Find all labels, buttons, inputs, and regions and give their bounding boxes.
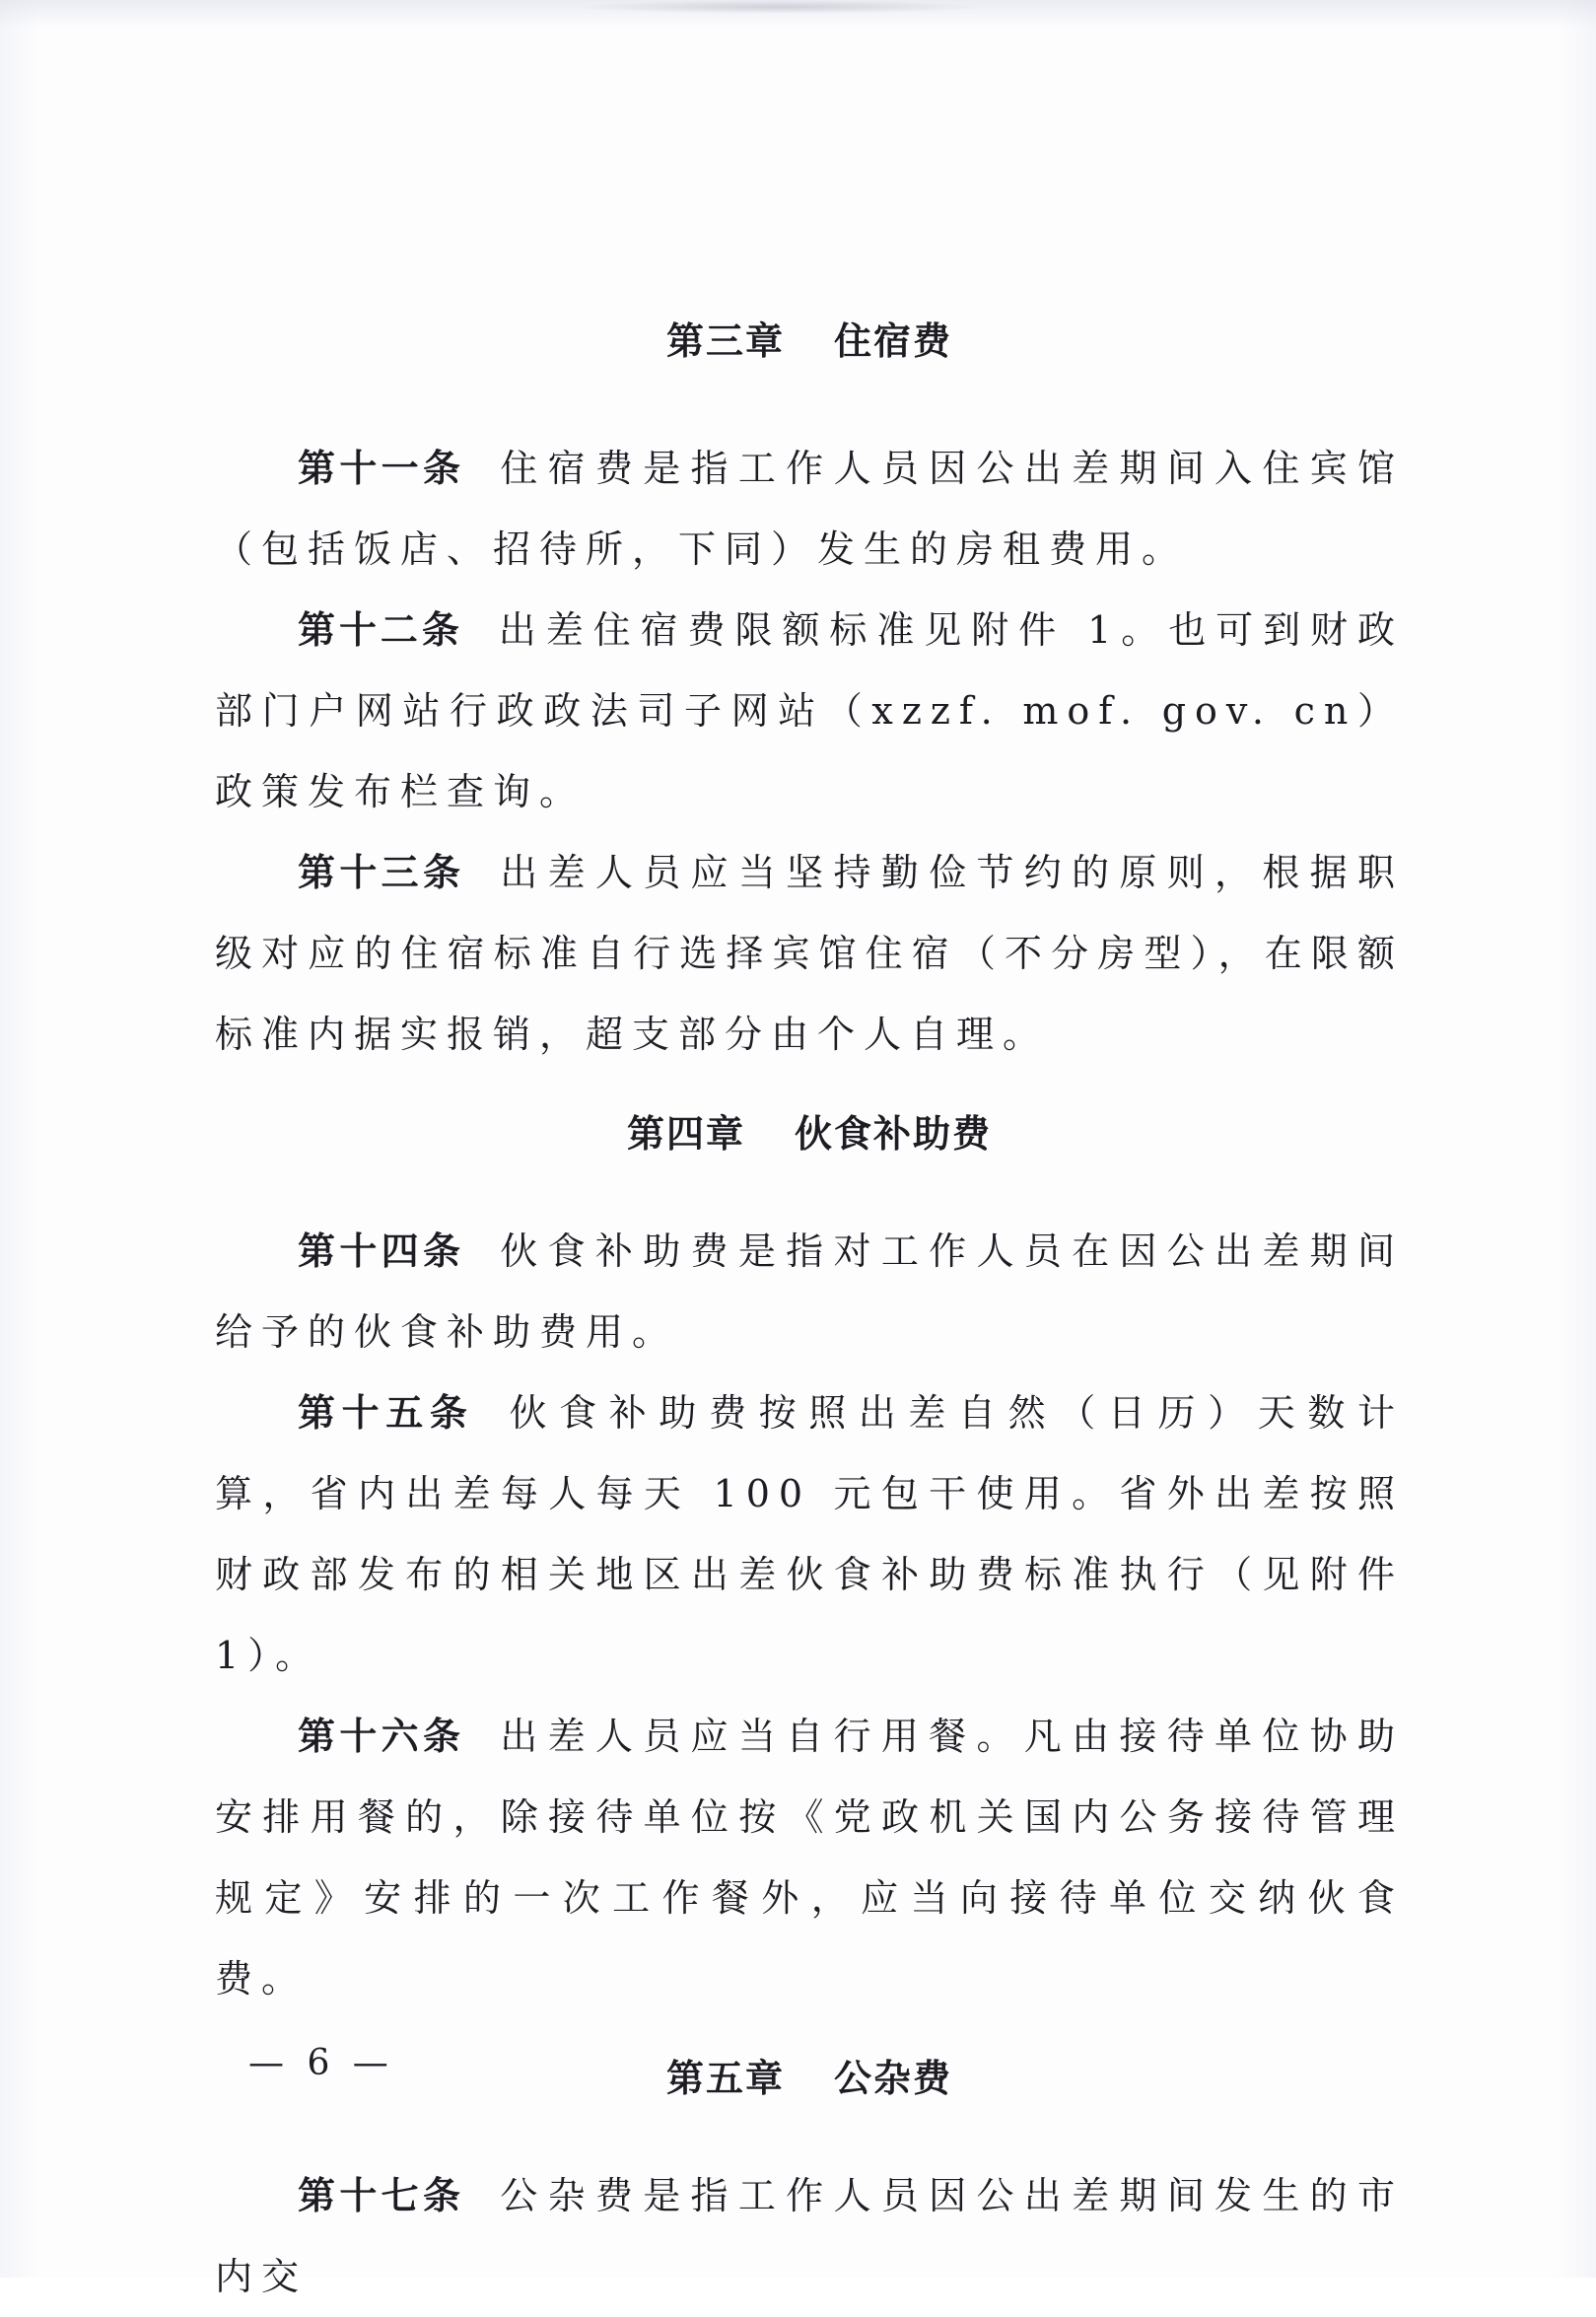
chapter-number: 第三章	[665, 319, 785, 363]
article-label: 第十六条	[298, 1715, 465, 1758]
article-label: 第十四条	[298, 1229, 465, 1273]
chapter-number: 第五章	[665, 2057, 785, 2100]
article-text: 出差住宿费限额标准见附件 1。也可到财政部门户网站行政政法司子网站（xzzf. mof. gov. cn）政策发布栏查询。	[215, 608, 1404, 813]
page-number: — 6 —	[248, 2043, 394, 2083]
article-11	[215, 428, 1404, 590]
article-label: 第十三条	[298, 851, 465, 894]
scan-shadow	[572, 0, 986, 14]
article-text: 出差人员应当自行用餐。凡由接待单位协助安排用餐的，除接待单位按《党政机关国内公务接待管理规定》安排的一次工作餐外，应当向接待单位交纳伙食费。	[215, 1715, 1404, 2001]
article-14	[215, 1211, 1404, 1372]
article-label: 第十五条	[298, 1391, 474, 1435]
chapter-3	[215, 306, 1404, 1075]
article-15	[215, 1372, 1404, 1696]
chapter-title: 住宿费	[834, 319, 953, 363]
article-text: 住宿费是指工作人员因公出差期间入住宾馆（包括饭店、招待所，下同）发生的房租费用。	[215, 447, 1404, 571]
chapter-number: 第四章	[626, 1112, 745, 1156]
article-16	[215, 1696, 1404, 2019]
article-text: 出差人员应当坚持勤俭节约的原则，根据职级对应的住宿标准自行选择宾馆住宿（不分房型），在限额标准内据实报销，超支部分由个人自理。	[215, 851, 1404, 1056]
article-text: 伙食补助费是指对工作人员在因公出差期间给予的伙食补助费用。	[215, 1229, 1404, 1354]
chapter-heading	[215, 306, 1404, 377]
chapter-4	[215, 1098, 1404, 2019]
chapter-heading	[215, 1098, 1404, 1169]
article-13	[215, 832, 1404, 1075]
article-label: 第十二条	[298, 608, 463, 652]
chapter-5	[215, 2043, 1404, 2317]
article-17	[215, 2155, 1404, 2317]
article-12	[215, 590, 1404, 832]
chapter-title: 伙食补助费	[795, 1112, 993, 1156]
article-text: 伙食补助费按照出差自然（日历）天数计算，省内出差每人每天 100 元包干使用。省外出差按照财政部发布的相关地区出差伙食补助费标准执行（见附件 1）。	[215, 1391, 1404, 1677]
article-text: 公杂费是指工作人员因公出差期间发生的市内交	[215, 2174, 1404, 2298]
article-label: 第十一条	[298, 447, 465, 490]
chapter-title: 公杂费	[834, 2057, 953, 2100]
page-content	[215, 306, 1404, 2317]
article-label: 第十七条	[298, 2174, 465, 2217]
